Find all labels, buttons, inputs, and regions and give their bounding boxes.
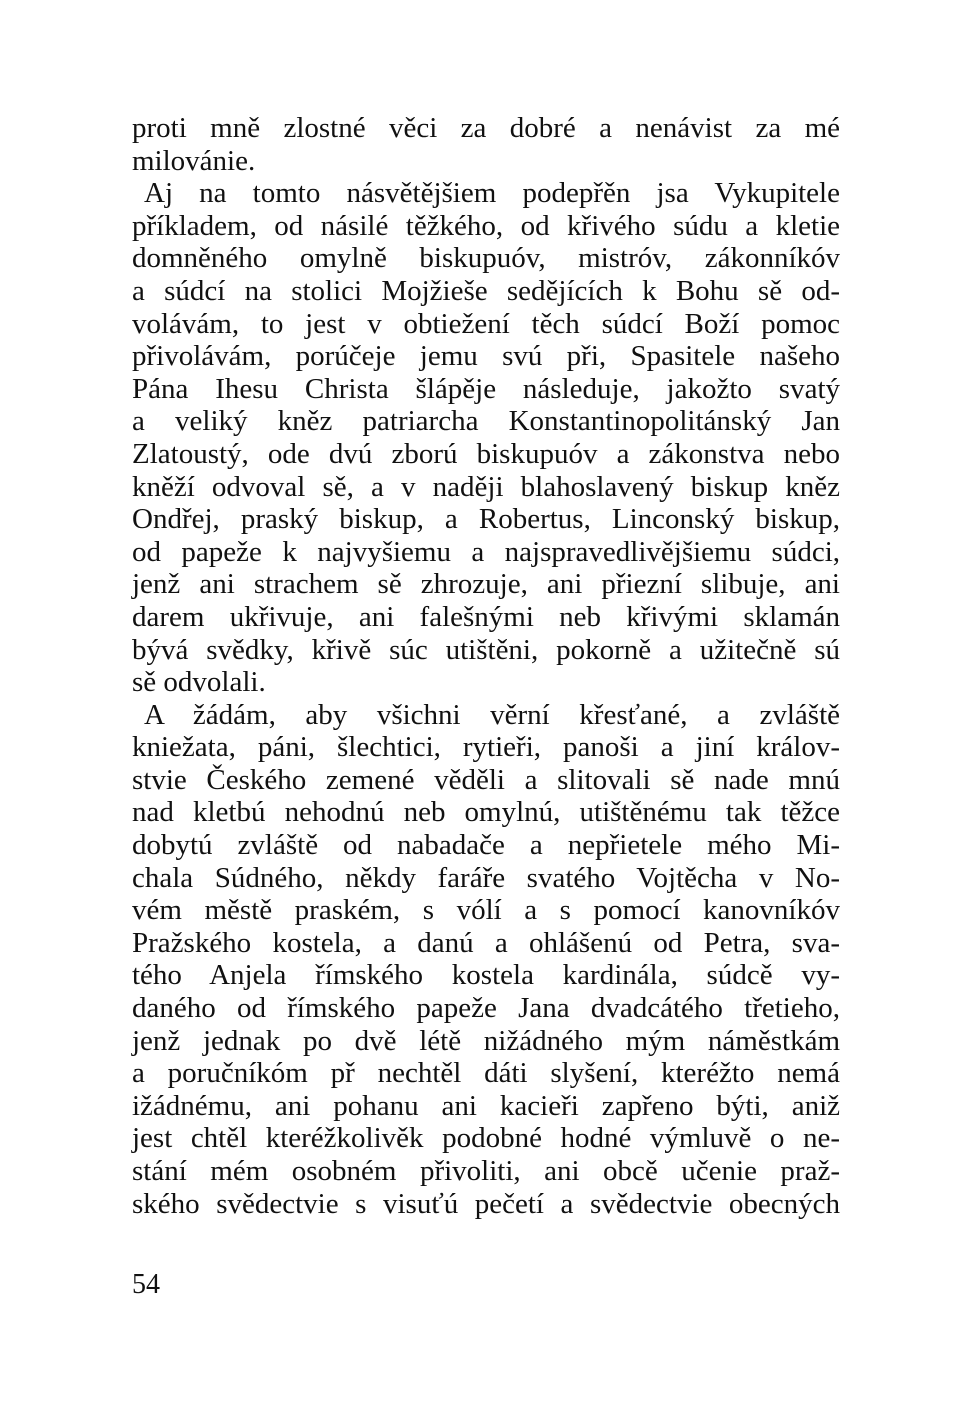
text-line: stání mém osobném přivoliti, ani obcě učenie praž-: [132, 1155, 840, 1187]
text-line: milovánie.: [132, 144, 256, 177]
body-text: [132, 112, 840, 1220]
text-line: sě odvolali.: [132, 666, 266, 699]
text-line: domněného omylně biskupuóv, mistróv, zákonníkóv: [132, 242, 840, 275]
text-line: nad kletbú nehodnú neb omylnú, utištěnému tak těžce: [132, 796, 840, 829]
text-line: kněží odvoval sě, a v naději blahoslavený biskup kněz: [132, 470, 840, 503]
text-line: od papeže k najvyšiemu a najspravedlivějšiemu súdci,: [132, 535, 840, 568]
text-line: jenž ani strachem sě zhrozuje, ani přiezní slibuje, ani: [132, 568, 840, 601]
text-line: Pána Ihesu Christa šlápěje následuje, jakožto svatý: [132, 372, 840, 405]
text-line: kniežata, páni, šlechtici, rytieři, panoši a jiní králov-: [132, 731, 840, 764]
text-line: bývá svědky, křivě súc utištěni, pokorně a užitečně sú: [132, 633, 840, 666]
text-line: příkladem, od násilé těžkého, od křivého súdu a kletie: [132, 209, 840, 242]
text-line: a veliký kněz patriarcha Konstantinopolitánský Jan: [132, 405, 840, 438]
text-line: volávám, to jest v obtiežení těch súdcí Boží pomoc: [132, 307, 840, 340]
text-line: daného od římského papeže Jana dvadcátého třetieho,: [132, 992, 840, 1025]
text-line: tého Anjela římského kostela kardinála, súdcě vy-: [132, 959, 840, 992]
text-line: chala Súdného, někdy faráře svatého Vojtěcha v No-: [132, 861, 840, 894]
text-line: proti mně zlostné věci za dobré a nenávist za mé: [132, 112, 840, 144]
text-line: a súdcí na stolici Mojžieše sedějících k Bohu sě od-: [132, 274, 840, 307]
text-line: jenž jednak po dvě létě nižádného mým náměstkám: [132, 1024, 840, 1057]
text-line: a poručníkóm př nechtěl dáti slyšení, kteréžto nemá: [132, 1057, 840, 1090]
text-line: Ondřej, praský biskup, a Robertus, Linconský biskup,: [132, 503, 840, 536]
text-line: ižádnému, ani pohanu ani kacieři zapřeno býti, aniž: [132, 1089, 840, 1122]
text-line: jest chtěl kteréžkolivěk podobné hodné výmluvě o ne-: [132, 1122, 840, 1155]
text-line: A žádám, aby všichni věrní křesťané, a zvláště: [144, 698, 840, 731]
text-line: darem ukřivuje, ani falešnými neb křivými sklamán: [132, 600, 840, 633]
page-number: 54: [132, 1269, 160, 1300]
text-line: Aj na tomto násvětějšiem podepřěn jsa Vykupitele: [144, 177, 840, 210]
text-line: ského svědectvie s visuťú pečetí a svědectvie obecných: [132, 1187, 840, 1220]
text-line: dobytú zvláště od nabadače a nepřietele mého Mi-: [132, 829, 840, 862]
text-line: přivolávám, porúčeje jemu svú při, Spasitele našeho: [132, 340, 840, 373]
text-line: Pražského kostela, a danú a ohlášenú od Petra, sva-: [132, 926, 840, 959]
text-line: Zlatoustý, ode dvú zború biskupuóv a zákonstva nebo: [132, 437, 840, 470]
text-line: stvie Českého zemené věděli a slitovali sě nade mnú: [132, 763, 840, 796]
text-line: vém městě praském, s vólí a s pomocí kanovníkóv: [132, 894, 840, 927]
